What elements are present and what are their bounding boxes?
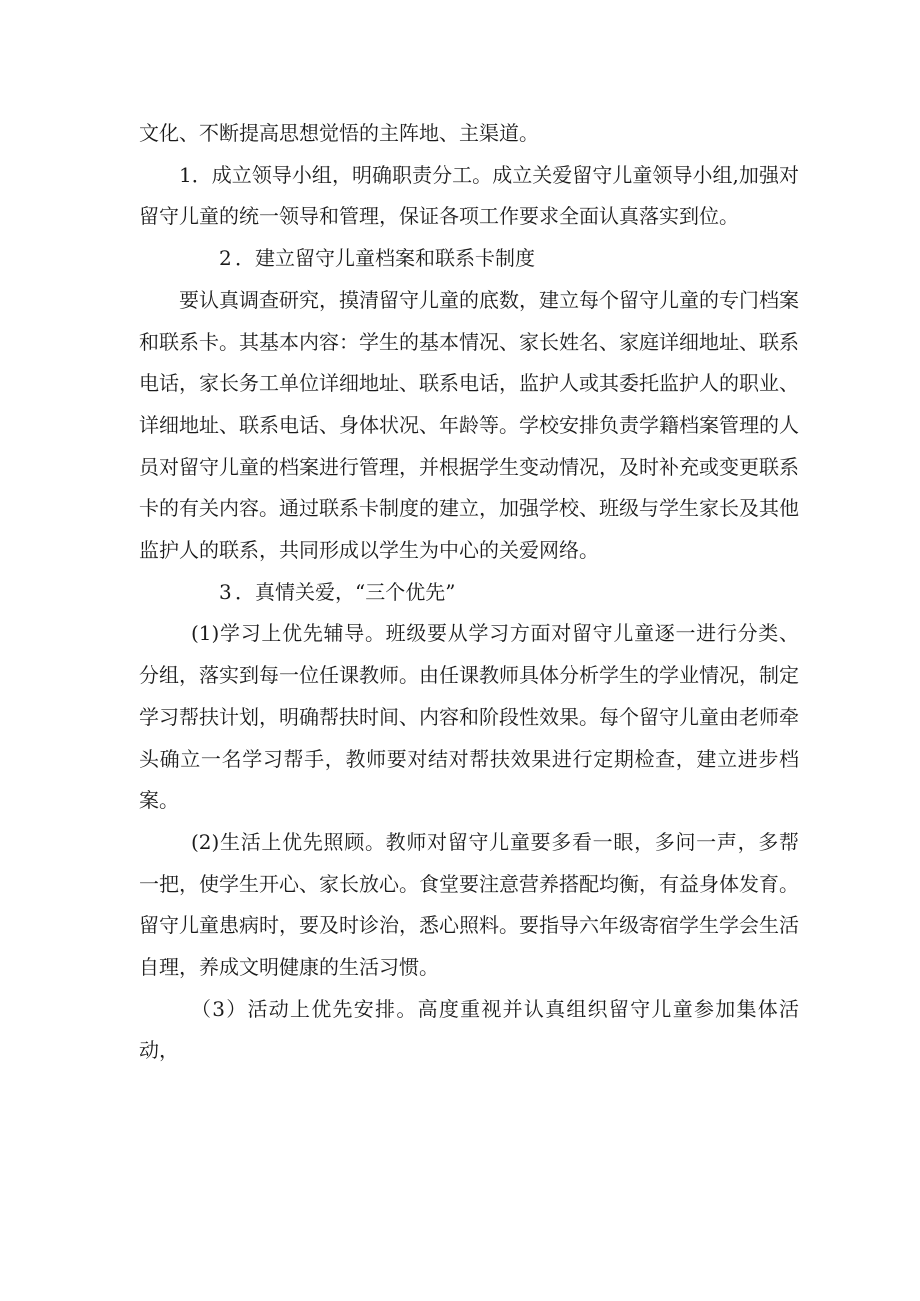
paragraph-leadership-group: 1．成立领导小组，明确职责分工。成立关爱留守儿童领导小组,加强对留守儿童的统一领导和管理，保证各项工作要求全面认真落实到位。 [139, 162, 799, 229]
heading-number: 3 [219, 579, 232, 604]
heading-text: ．建立留守儿童档案和联系卡制度 [235, 246, 535, 271]
document-body [139, 113, 799, 1072]
paragraph-study-priority: (1)学习上优先辅导。班级要从学习方面对留守儿童逐一进行分类、分组，落实到每一位任课教师。由任课教师具体分析学生的学业情况，制定学习帮扶计划，明确帮扶时间、内容和阶段性效果。每个留守儿童由老师牵头确立一名学习帮手，教师要对结对帮扶效果进行定期检查，建立进步档案。 [139, 621, 799, 813]
paragraph-archive-details: 要认真调查研究，摸清留守儿童的底数，建立每个留守儿童的专门档案和联系卡。其基本内容：学生的基本情况、家长姓名、家庭详细地址、联系电话，家长务工单位详细地址、联系电话，监护人或其委托监护人的职业、详细地址、联系电话、身体状况、年龄等。学校安排负责学籍档案管理的人员对留守儿童的档案进行管理，并根据学生变动情况，及时补充或变更联系卡的有关内容。通过联系卡制度的建立，加强学校、班级与学生家长及其他监护人的联系，共同形成以学生为中心的关爱网络。 [139, 287, 799, 563]
heading-archive-system [139, 238, 799, 280]
heading-three-priorities [139, 572, 799, 614]
heading-number: 2 [219, 246, 232, 271]
heading-text: ．真情关爱，“三个优先” [235, 579, 456, 604]
paragraph-activity-priority: （3）活动上优先安排。高度重视并认真组织留守儿童参加集体活动， [139, 996, 799, 1063]
paragraph-life-priority: (2)生活上优先照顾。教师对留守儿童要多看一眼，多问一声，多帮一把，使学生开心、家长放心。食堂要注意营养搭配均衡，有益身体发育。留守儿童患病时，要及时诊治，悉心照料。要指导六年级寄宿学生学会生活自理，养成文明健康的生活习惯。 [139, 829, 799, 980]
paragraph-continuation: 文化、不断提高思想觉悟的主阵地、主渠道。 [139, 121, 539, 145]
